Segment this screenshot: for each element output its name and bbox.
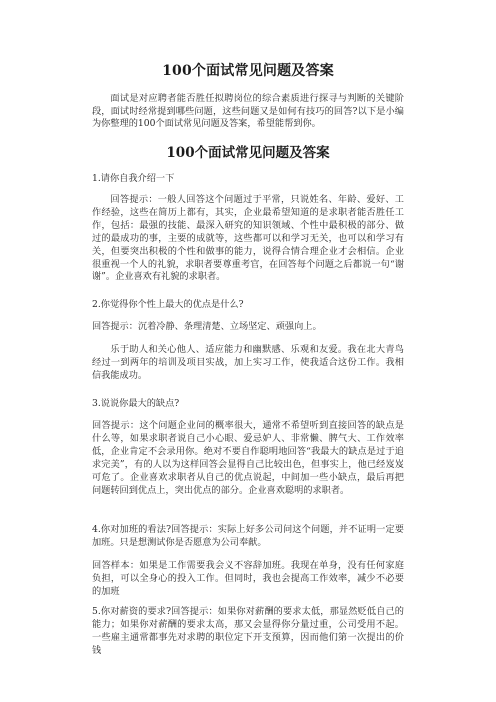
question-3-heading: 3.说说你最大的缺点? xyxy=(92,398,180,409)
answer-3-paragraph: 回答提示：这个问题企业问的概率很大，通常不希望听到直接回答的缺点是什么等，如果求职者说自己小心眼、爱忌妒人、非常懒、脾气大、工作效率低，企业肯定不会录用你。绝对不要自作聪明地回答“我最大的缺点是过于追求完美”，有的人以为这样回答会显得自己比较出色，但事实上，他已经岌岌可危了。企业喜欢求职者从自己的优点说起，中间加一些小缺点，最后再把问题转回到优点上，突出优点的部分。企业喜欢聪明的求职者。 xyxy=(92,420,404,496)
section-title: 100个面试常见问题及答案 xyxy=(166,145,330,161)
question-2-heading: 2.你觉得你个性上最大的优点是什么? xyxy=(92,299,244,310)
question-4-paragraph: 4.你对加班的看法?回答提示：实际上好多公司问这个问题，并不证明一定要加班。只是想测试你是否愿意为公司奉献。 xyxy=(92,524,404,548)
answer-1-paragraph: 回答提示：一般人回答这个问题过于平常，只说姓名、年龄、爱好、工作经验，这些在简历上都有，其实，企业最希望知道的是求职者能否胜任工作，包括：最强的技能、最深入研究的知识领域、个性中最积极的部分、做过的最成功的事，主要的成就等，这些都可以和学习无关，也可以和学习有关，但要突出积极的个性和做事的能力，说得合情合理企业才会相信。企业很重视一个人的礼貌，求职者要尊重考官，在回答每个问题之后都说一句“谢谢”。企业喜欢有礼貌的求职者。 xyxy=(92,194,404,283)
question-5-paragraph: 5.你对薪资的要求?回答提示：如果你对薪酬的要求太低，那显然贬低自己的能力；如果你对薪酬的要求太高，那又会显得你分量过重，公司受用不起。一些雇主通常都事先对求聘的职位定下开支预算，因而他们第一次提出的价钱 xyxy=(92,606,404,656)
question-1-heading: 1.请你自我介绍一下 xyxy=(92,173,175,184)
intro-paragraph: 面试是对应聘者能否胜任拟聘岗位的综合素质进行探寻与判断的关键阶段，面试时经常提到哪些问题，这些问题又是如何有技巧的回答?以下是小编为你整理的100个面试常见问题及答案，希望能帮到你。 xyxy=(92,93,404,130)
document-title: 100个面试常见问题及答案 xyxy=(162,63,334,79)
answer-4-sample: 回答样本：如果是工作需要我会义不容辞加班。我现在单身，没有任何家庭负担，可以全身心的投入工作。但同时，我也会提高工作效率，减少不必要的加班 xyxy=(92,560,404,597)
answer-2-paragraph: 回答提示：沉着冷静、条理清楚、立场坚定、顽强向上。 xyxy=(92,321,322,332)
answer-2-continuation: 乐于助人和关心他人、适应能力和幽默感、乐观和友爱。我在北大青鸟经过一到两年的培训及项目实战，加上实习工作，使我适合这份工作。我相信我能成功。 xyxy=(92,344,404,381)
